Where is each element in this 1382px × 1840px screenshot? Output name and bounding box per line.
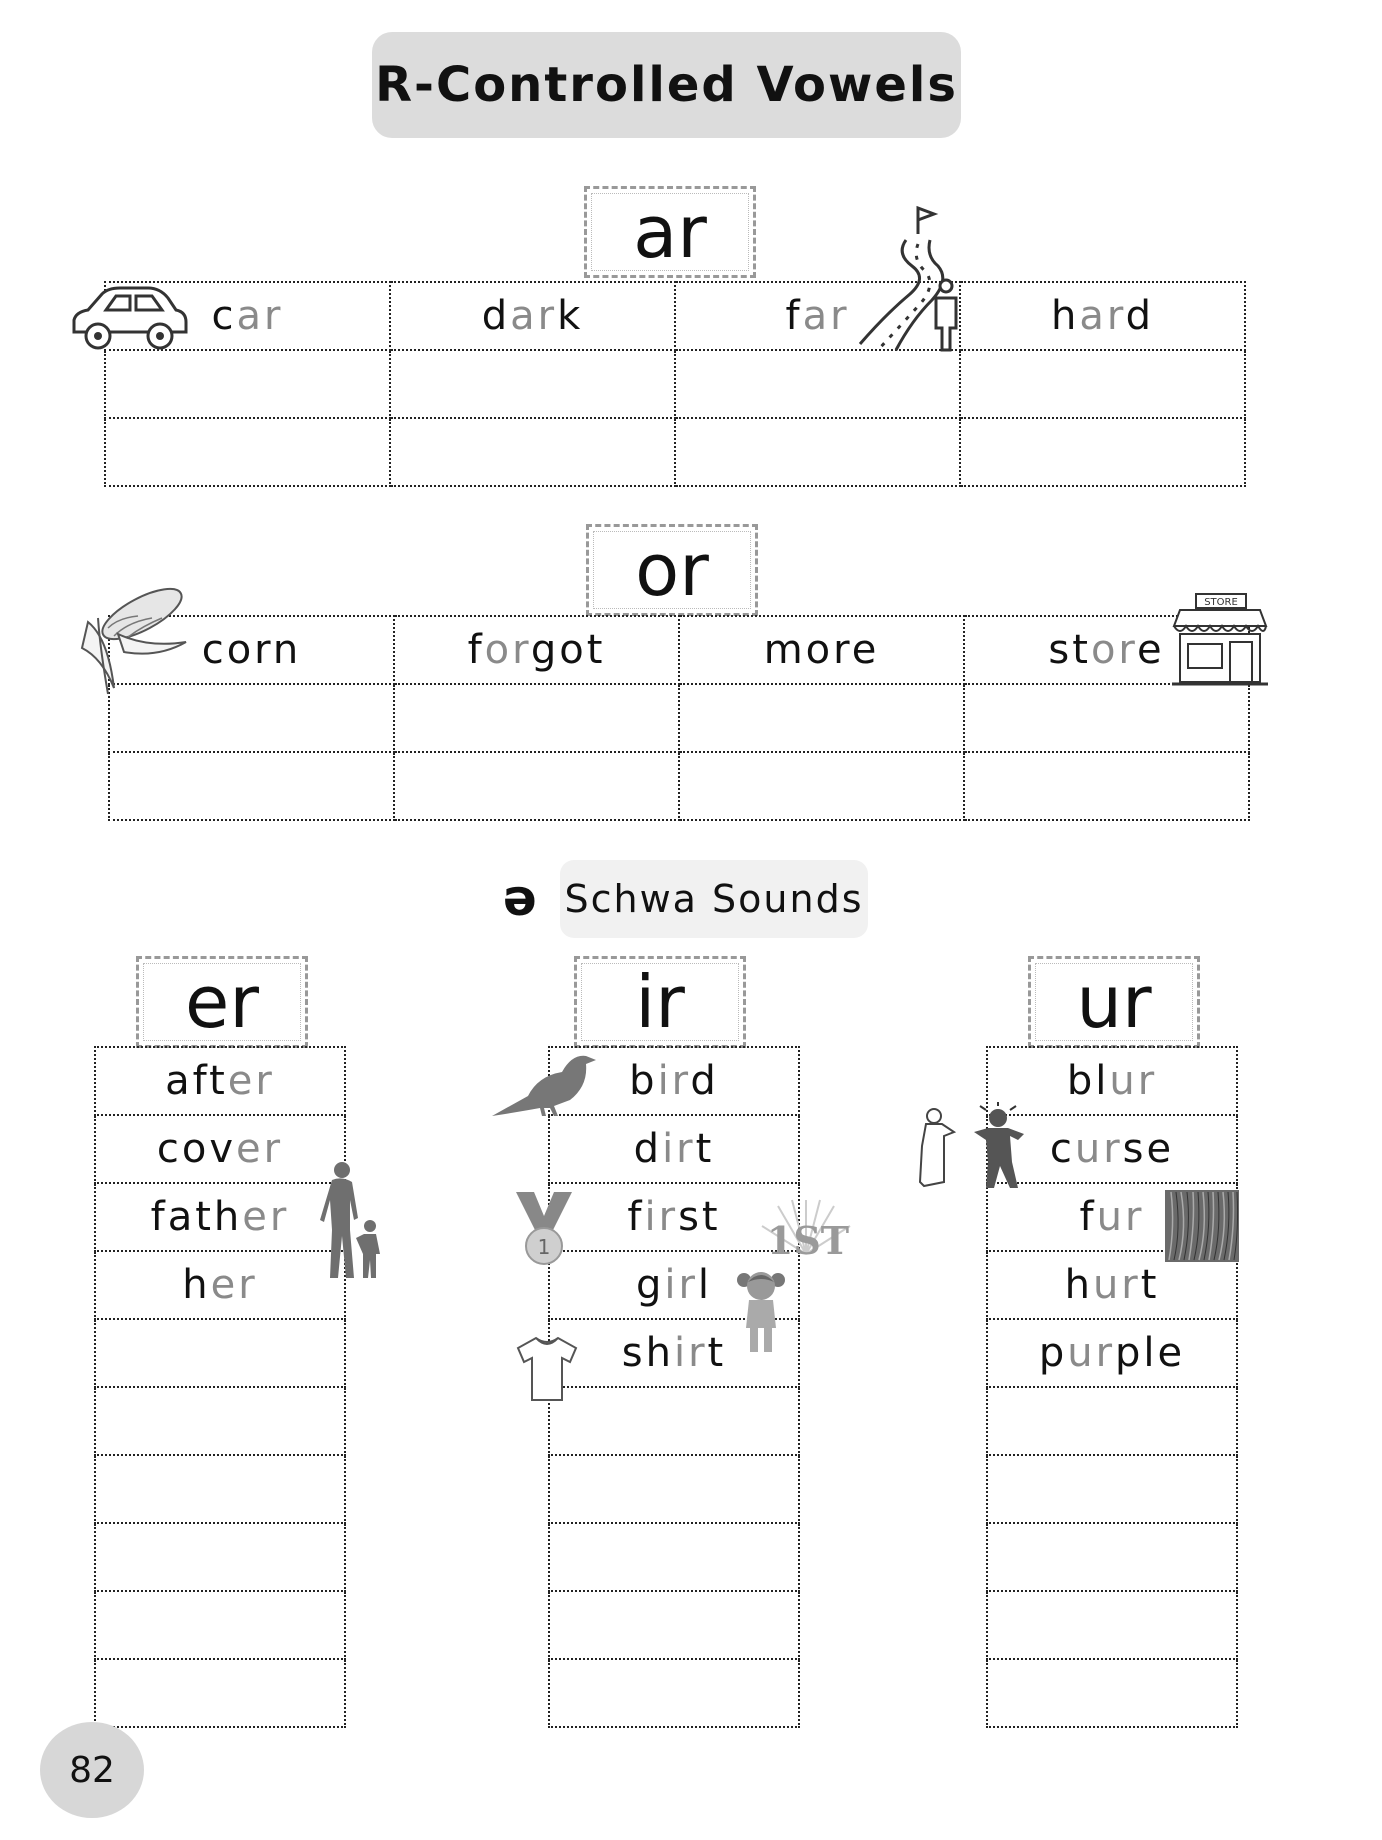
table-row (95, 1523, 345, 1591)
medal-icon (512, 1190, 576, 1266)
writing-cell[interactable] (95, 1523, 345, 1591)
medal-number: 1 (537, 1235, 551, 1259)
writing-cell[interactable] (549, 1659, 799, 1727)
winding-road-icon (856, 204, 966, 354)
table-row (109, 684, 1249, 752)
table-row (987, 1591, 1237, 1659)
word-cell: hard (960, 282, 1245, 350)
page-number: 82 (40, 1722, 144, 1818)
writing-cell[interactable] (549, 1523, 799, 1591)
word-cell: car (105, 282, 390, 350)
word-cell: after (95, 1047, 345, 1115)
table-row (987, 1455, 1237, 1523)
writing-cell[interactable] (95, 1319, 345, 1387)
writing-cell[interactable] (987, 1523, 1237, 1591)
first-place-icon (758, 1196, 854, 1263)
writing-cell[interactable] (679, 684, 964, 752)
word-cell: forgot (394, 616, 679, 684)
store-sign: STORE (1204, 597, 1238, 608)
writing-cell[interactable] (109, 752, 394, 820)
table-row (549, 1455, 799, 1523)
word-cell: more (679, 616, 964, 684)
shirt-icon (514, 1334, 580, 1404)
girl-icon (736, 1266, 786, 1354)
first-badge-label: 1ST (766, 1218, 850, 1263)
table-row (95, 1455, 345, 1523)
word-cell: purple (987, 1319, 1237, 1387)
fur-icon (1165, 1190, 1239, 1262)
writing-cell[interactable] (679, 752, 964, 820)
word-cell: curse (987, 1115, 1237, 1183)
ir-word-table (548, 1046, 800, 1728)
writing-cell[interactable] (390, 418, 675, 486)
ar-word-table (104, 281, 1246, 487)
word-cell: shirt (549, 1319, 799, 1387)
word-cell: first (549, 1183, 799, 1251)
table-row (95, 1659, 345, 1727)
table-row (109, 752, 1249, 820)
word-cell: hurt (987, 1251, 1237, 1319)
writing-cell[interactable] (105, 350, 390, 418)
word-cell: father (95, 1183, 345, 1251)
word-cell: her (95, 1251, 345, 1319)
section-tag-or: or (586, 524, 758, 616)
table-row (95, 1251, 345, 1319)
father-child-icon (310, 1160, 386, 1280)
writing-cell[interactable] (987, 1455, 1237, 1523)
writing-cell[interactable] (95, 1659, 345, 1727)
writing-cell[interactable] (95, 1387, 345, 1455)
table-row (95, 1183, 345, 1251)
table-row (105, 282, 1245, 350)
word-cell: blur (987, 1047, 1237, 1115)
writing-cell[interactable] (960, 350, 1245, 418)
writing-cell[interactable] (675, 350, 960, 418)
word-cell: far (675, 282, 960, 350)
writing-cell[interactable] (549, 1591, 799, 1659)
table-row (109, 616, 1249, 684)
word-cell: fur (987, 1183, 1237, 1251)
table-row (95, 1387, 345, 1455)
writing-cell[interactable] (960, 418, 1245, 486)
writing-cell[interactable] (987, 1591, 1237, 1659)
er-word-table (94, 1046, 346, 1728)
writing-cell[interactable] (394, 684, 679, 752)
table-row (95, 1591, 345, 1659)
writing-cell[interactable] (987, 1659, 1237, 1727)
page-title: R-Controlled Vowels (372, 32, 961, 138)
writing-cell[interactable] (105, 418, 390, 486)
writing-cell[interactable] (964, 752, 1249, 820)
word-cell: cover (95, 1115, 345, 1183)
store-icon (1172, 592, 1268, 688)
table-row (549, 1115, 799, 1183)
bird-icon (488, 1046, 606, 1118)
curse-icon (914, 1106, 1040, 1192)
table-row (95, 1047, 345, 1115)
word-cell: dirt (549, 1115, 799, 1183)
writing-cell[interactable] (390, 350, 675, 418)
table-row (549, 1523, 799, 1591)
or-word-table (108, 615, 1250, 821)
table-row (549, 1591, 799, 1659)
schwa-symbol: ə (503, 869, 537, 927)
table-row (549, 1387, 799, 1455)
table-row (105, 350, 1245, 418)
section-tag-er: er (136, 956, 308, 1048)
word-cell: corn (109, 616, 394, 684)
table-row (95, 1319, 345, 1387)
car-icon (68, 282, 190, 352)
table-row (987, 1387, 1237, 1455)
word-cell: girl (549, 1251, 799, 1319)
writing-cell[interactable] (964, 684, 1249, 752)
writing-cell[interactable] (675, 418, 960, 486)
schwa-sounds-label: Schwa Sounds (560, 860, 868, 938)
writing-cell[interactable] (95, 1591, 345, 1659)
writing-cell[interactable] (95, 1455, 345, 1523)
word-cell: store (964, 616, 1249, 684)
section-tag-ir: ir (574, 956, 746, 1048)
table-row (987, 1319, 1237, 1387)
section-tag-ar: ar (584, 186, 756, 278)
writing-cell[interactable] (987, 1387, 1237, 1455)
writing-cell[interactable] (394, 752, 679, 820)
table-row (987, 1659, 1237, 1727)
corn-icon (78, 578, 190, 698)
writing-cell[interactable] (549, 1455, 799, 1523)
writing-cell[interactable] (549, 1387, 799, 1455)
table-row (95, 1115, 345, 1183)
word-cell: dark (390, 282, 675, 350)
table-row (987, 1523, 1237, 1591)
table-row (987, 1047, 1237, 1115)
word-cell: bird (549, 1047, 799, 1115)
table-row (549, 1659, 799, 1727)
table-row (105, 418, 1245, 486)
section-tag-ur: ur (1028, 956, 1200, 1048)
